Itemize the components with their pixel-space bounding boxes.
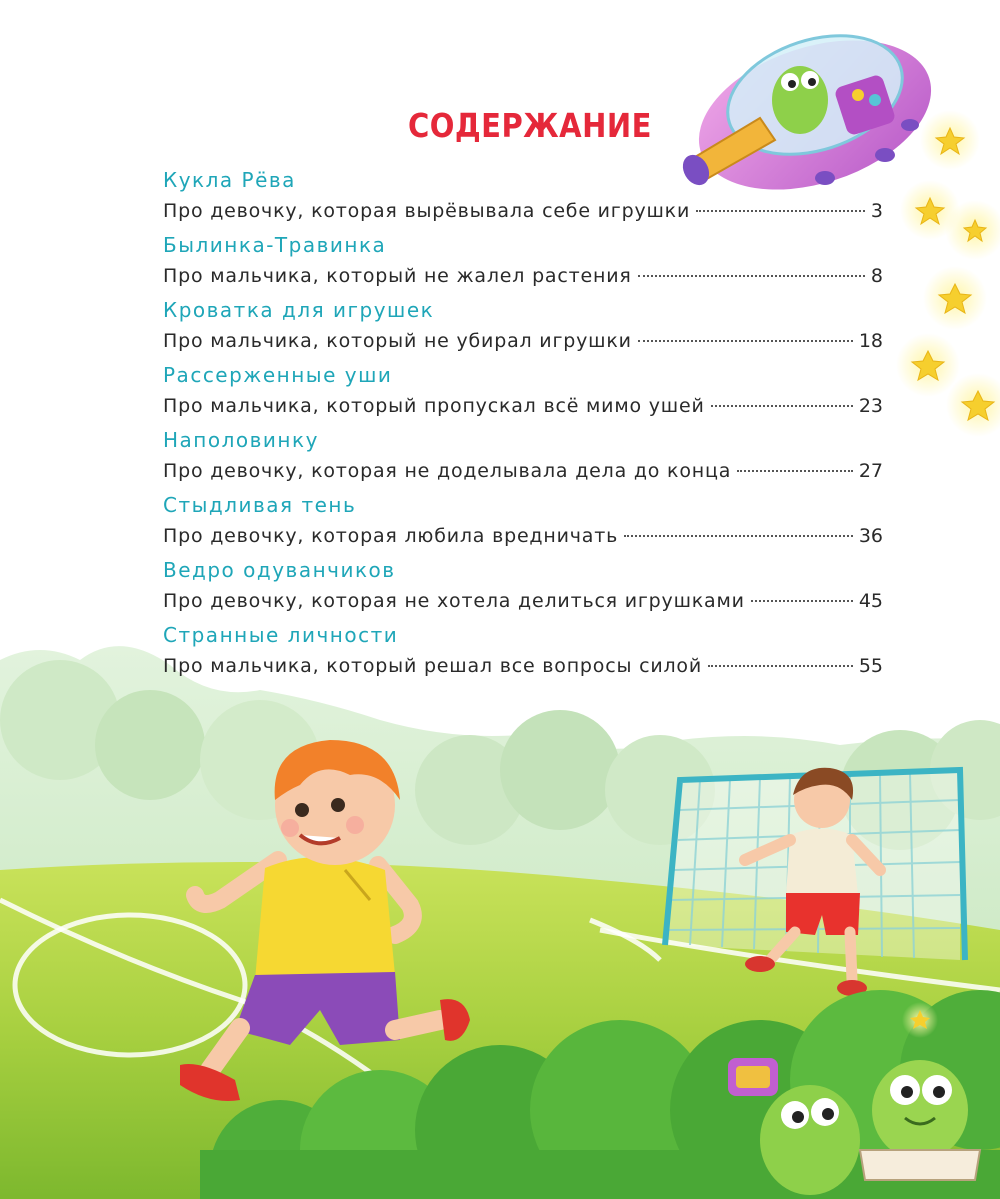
page-number: 27	[858, 460, 883, 482]
dot-leader	[711, 404, 853, 407]
table-of-contents	[163, 168, 883, 688]
story-description: Про мальчика, который не убирал игрушки	[163, 330, 632, 352]
dot-leader	[624, 534, 853, 537]
toc-entry[interactable]	[163, 363, 883, 428]
dot-leader	[696, 209, 865, 212]
toc-entry[interactable]	[163, 298, 883, 363]
story-description: Про девочку, которая не хотела делиться игрушками	[163, 590, 745, 612]
story-line	[163, 265, 883, 287]
story-line	[163, 655, 883, 677]
page-title: СОДЕРЖАНИЕ	[408, 106, 652, 145]
story-description: Про девочку, которая любила вредничать	[163, 525, 619, 547]
story-title: Былинка-Травинка	[163, 233, 387, 257]
story-description: Про мальчика, который не жалел растения	[163, 265, 632, 287]
page-number: 36	[858, 525, 883, 547]
story-line	[163, 460, 883, 482]
story-line	[163, 590, 883, 612]
story-title: Ведро одуванчиков	[163, 558, 396, 582]
story-title: Стыдливая тень	[163, 493, 357, 517]
dot-leader	[638, 274, 865, 277]
story-line	[163, 395, 883, 417]
toc-entry[interactable]	[163, 623, 883, 688]
page-number: 45	[858, 590, 883, 612]
dot-leader	[751, 599, 853, 602]
story-description: Про девочку, которая вырёвывала себе игрушки	[163, 200, 691, 222]
dot-leader	[737, 469, 853, 472]
story-description: Про девочку, которая не доделывала дела до конца	[163, 460, 732, 482]
page-number: 3	[870, 200, 883, 222]
toc-entry[interactable]	[163, 493, 883, 558]
toc-entry[interactable]	[163, 558, 883, 623]
story-line	[163, 525, 883, 547]
dot-leader	[638, 339, 853, 342]
story-title: Наполовинку	[163, 428, 319, 452]
dot-leader	[708, 664, 853, 667]
story-line	[163, 200, 883, 222]
story-title: Кроватка для игрушек	[163, 298, 435, 322]
story-title: Рассерженные уши	[163, 363, 393, 387]
story-description: Про мальчика, который решал все вопросы силой	[163, 655, 703, 677]
page-number: 18	[858, 330, 883, 352]
page-number: 23	[858, 395, 883, 417]
page-number: 8	[870, 265, 883, 287]
toc-entry[interactable]	[163, 168, 883, 233]
story-line	[163, 330, 883, 352]
page-number: 55	[858, 655, 883, 677]
toc-entry[interactable]	[163, 233, 883, 298]
toc-entry[interactable]	[163, 428, 883, 493]
story-description: Про мальчика, который пропускал всё мимо ушей	[163, 395, 705, 417]
story-title: Кукла Рёва	[163, 168, 296, 192]
story-title: Странные личности	[163, 623, 399, 647]
